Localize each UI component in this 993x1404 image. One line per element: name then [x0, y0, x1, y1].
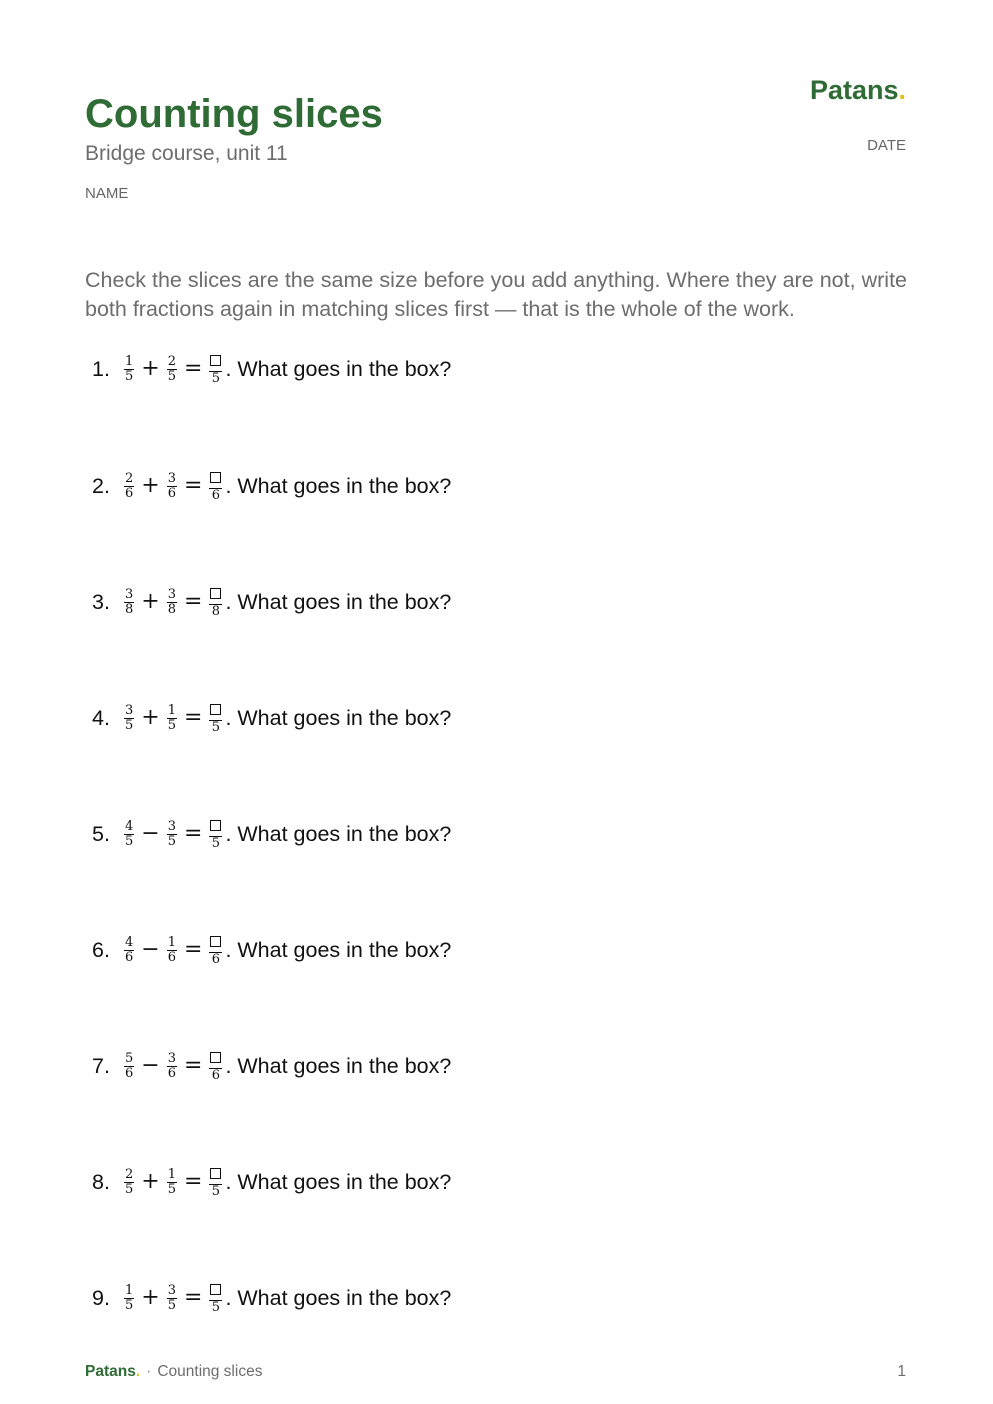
- operator: +: [141, 589, 160, 614]
- footer-brand-name: Patans: [85, 1363, 136, 1380]
- answer-box-numerator: [209, 818, 222, 837]
- page-footer: [85, 1362, 262, 1382]
- question-number: 7.: [92, 1053, 110, 1078]
- question-item: [92, 1160, 451, 1204]
- operator: −: [141, 821, 160, 846]
- question-number: 4.: [92, 705, 110, 730]
- numerator: 3: [125, 586, 134, 602]
- page-number: 1: [897, 1363, 906, 1380]
- question-number: 2.: [92, 473, 110, 498]
- equals-sign: =: [184, 705, 203, 730]
- answer-box-numerator: [209, 1166, 222, 1185]
- denominator: 6: [167, 1065, 176, 1081]
- operator: −: [141, 1053, 160, 1078]
- question-prompt: . What goes in the box?: [225, 1053, 452, 1078]
- fraction-b: [167, 472, 177, 501]
- numerator: 1: [125, 1282, 134, 1298]
- question-number: 3.: [92, 589, 110, 614]
- page-subtitle: Bridge course, unit 11: [85, 142, 288, 165]
- footer-doc-title: Counting slices: [157, 1363, 263, 1380]
- equals-sign: =: [184, 589, 203, 614]
- question-prompt: . What goes in the box?: [225, 821, 452, 846]
- denominator: 5: [125, 833, 134, 849]
- denominator: 5: [125, 1297, 134, 1313]
- answer-box: [210, 820, 221, 831]
- fraction-a: [124, 355, 134, 384]
- operator: −: [141, 937, 160, 962]
- question-number: 1.: [92, 356, 110, 381]
- footer-separator: ·: [146, 1363, 152, 1380]
- answer-box: [210, 936, 221, 947]
- brand-name: Patans: [809, 75, 899, 105]
- question-item: [92, 464, 451, 508]
- date-field-label: DATE: [867, 137, 906, 154]
- equals-sign: =: [184, 821, 203, 846]
- equals-sign: =: [184, 937, 203, 962]
- fraction-b: [167, 1168, 177, 1197]
- footer-brand: [85, 1363, 140, 1380]
- denominator: 6: [125, 1065, 134, 1081]
- numerator: 4: [125, 818, 134, 834]
- question-prompt: . What goes in the box?: [225, 1285, 452, 1310]
- question-number: 9.: [92, 1285, 110, 1310]
- operator: +: [141, 705, 160, 730]
- answer-box: [210, 1052, 221, 1063]
- answer-fraction: [209, 934, 222, 967]
- numerator: 3: [167, 586, 176, 602]
- operator: +: [141, 1285, 160, 1310]
- answer-fraction: [209, 353, 222, 386]
- denominator: 6: [125, 949, 134, 965]
- fraction-a: [124, 588, 134, 617]
- denominator: 8: [211, 603, 221, 619]
- denominator: 5: [211, 1183, 221, 1199]
- operator: +: [141, 356, 160, 381]
- denominator: 5: [167, 368, 176, 384]
- question-number: 5.: [92, 821, 110, 846]
- operator: +: [141, 1169, 160, 1194]
- answer-fraction: [209, 586, 222, 619]
- question-item: [92, 696, 451, 740]
- answer-fraction: [209, 818, 222, 851]
- numerator: 2: [125, 470, 134, 486]
- question-item: [92, 347, 451, 391]
- question-prompt: . What goes in the box?: [225, 1169, 452, 1194]
- answer-fraction: [209, 470, 222, 503]
- answer-box-numerator: [209, 1050, 222, 1069]
- question-prompt: . What goes in the box?: [225, 473, 452, 498]
- fraction-a: [124, 1168, 134, 1197]
- equals-sign: =: [184, 1053, 203, 1078]
- fraction-b: [167, 936, 177, 965]
- question-item: [92, 1276, 451, 1320]
- equals-sign: =: [184, 1169, 203, 1194]
- question-prompt: . What goes in the box?: [225, 705, 452, 730]
- fraction-b: [167, 820, 177, 849]
- numerator: 2: [125, 1166, 134, 1182]
- denominator: 5: [167, 1297, 176, 1313]
- fraction-b: [167, 1284, 177, 1313]
- denominator: 5: [167, 833, 176, 849]
- denominator: 6: [167, 949, 176, 965]
- numerator: 3: [125, 702, 134, 718]
- answer-fraction: [209, 1050, 222, 1083]
- brand-logo: [810, 73, 906, 107]
- denominator: 5: [125, 1181, 134, 1197]
- fraction-b: [167, 588, 177, 617]
- name-field-label: NAME: [85, 185, 129, 202]
- fraction-a: [124, 704, 134, 733]
- answer-box-numerator: [209, 1282, 222, 1301]
- answer-box: [210, 1284, 221, 1295]
- question-prompt: . What goes in the box?: [225, 937, 452, 962]
- answer-box: [210, 355, 221, 366]
- denominator: 5: [125, 368, 134, 384]
- question-item: [92, 580, 451, 624]
- equals-sign: =: [184, 356, 203, 381]
- brand-dot: .: [898, 75, 906, 105]
- fraction-a: [124, 1052, 134, 1081]
- answer-box-numerator: [209, 934, 222, 953]
- instructions-paragraph: Check the slices are the same size before you add anything. Where they are not, write both fractions again in matching slices first — that is the whole of the work.: [85, 268, 907, 321]
- denominator: 6: [211, 1067, 221, 1083]
- numerator: 1: [167, 702, 176, 718]
- fraction-b: [167, 1052, 177, 1081]
- question-item: [92, 1044, 451, 1088]
- fraction-b: [167, 704, 177, 733]
- answer-box: [210, 704, 221, 715]
- fraction-b: [167, 355, 177, 384]
- denominator: 5: [211, 1299, 221, 1315]
- answer-box-numerator: [209, 702, 222, 721]
- question-number: 8.: [92, 1169, 110, 1194]
- fraction-a: [124, 820, 134, 849]
- answer-box: [210, 588, 221, 599]
- equals-sign: =: [184, 473, 203, 498]
- denominator: 5: [211, 370, 221, 386]
- question-prompt: . What goes in the box?: [225, 589, 452, 614]
- numerator: 2: [167, 353, 176, 369]
- numerator: 1: [125, 353, 134, 369]
- answer-fraction: [209, 1282, 222, 1315]
- footer-brand-dot: .: [135, 1363, 141, 1380]
- denominator: 5: [167, 717, 176, 733]
- question-number: 6.: [92, 937, 110, 962]
- fraction-a: [124, 936, 134, 965]
- fraction-a: [124, 472, 134, 501]
- numerator: 4: [125, 934, 134, 950]
- answer-box-numerator: [209, 586, 222, 605]
- denominator: 6: [211, 951, 221, 967]
- denominator: 8: [125, 601, 134, 617]
- numerator: 3: [167, 1050, 176, 1066]
- denominator: 6: [125, 485, 134, 501]
- denominator: 5: [211, 719, 221, 735]
- question-prompt: . What goes in the box?: [225, 356, 452, 381]
- question-item: [92, 928, 451, 972]
- question-item: [92, 812, 451, 856]
- numerator: 3: [167, 818, 176, 834]
- numerator: 1: [167, 1166, 176, 1182]
- answer-box-numerator: [209, 353, 222, 372]
- numerator: 3: [167, 470, 176, 486]
- denominator: 5: [125, 717, 134, 733]
- denominator: 6: [211, 487, 221, 503]
- answer-box: [210, 1168, 221, 1179]
- denominator: 6: [167, 485, 176, 501]
- numerator: 5: [125, 1050, 134, 1066]
- denominator: 8: [167, 601, 176, 617]
- fraction-a: [124, 1284, 134, 1313]
- answer-fraction: [209, 1166, 222, 1199]
- numerator: 3: [167, 1282, 176, 1298]
- answer-fraction: [209, 702, 222, 735]
- denominator: 5: [167, 1181, 176, 1197]
- page-title: Counting slices: [85, 92, 383, 136]
- answer-box-numerator: [209, 470, 222, 489]
- operator: +: [141, 473, 160, 498]
- equals-sign: =: [184, 1285, 203, 1310]
- denominator: 5: [211, 835, 221, 851]
- numerator: 1: [167, 934, 176, 950]
- answer-box: [210, 472, 221, 483]
